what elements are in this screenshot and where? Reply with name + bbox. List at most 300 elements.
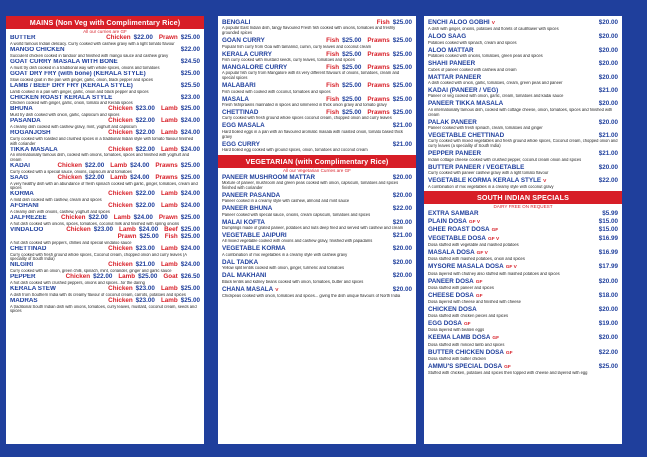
price: $22.00 [598, 176, 618, 184]
price: $25.00 [180, 284, 200, 292]
price: $16.99 [598, 234, 618, 242]
price: $21.00 [598, 131, 618, 139]
dish-description: Indian cottage cheese cooked with crushed pepper, coconut cream onion and spices [428, 157, 582, 162]
dish-name: PANEER PASANDA [222, 191, 281, 199]
dish-name: CHETTINAD [10, 245, 47, 252]
dish-description: Chicken cooked with ginger, garlic, onion, tomato and Kerala spices [10, 101, 133, 106]
dish-description: Dosa stuffed with vegetable and mashed potatoes [428, 242, 519, 247]
dish-name: CHICKEN DOSA [428, 306, 477, 314]
dish-description: A combination of mix vegetables in a creamy style with coconut gravy [428, 185, 554, 190]
menu-item-row [222, 219, 412, 226]
menu-item [222, 259, 412, 271]
dish-name: CHANA MASALA [222, 285, 274, 293]
menu-item-row [10, 191, 200, 198]
menu-item [428, 132, 618, 149]
menu-item [428, 226, 618, 234]
price: $24.00 [180, 129, 200, 137]
dish-description: Curry cooked with fresh ground whole spices coconut cream, chopped onion and curry leaves [222, 116, 392, 121]
price: $15.00 [598, 226, 618, 234]
menu-item [428, 87, 618, 99]
price: $21.00 [135, 260, 155, 268]
dish-description: Must try dish cooked with onion, garlic, capsicum and spices [10, 113, 120, 118]
menu-item-row [222, 192, 412, 199]
menu-item [10, 130, 200, 146]
diet-tag: V [543, 178, 547, 184]
menu-item-row [428, 33, 618, 40]
menu-item-row [10, 175, 200, 182]
menu-item [10, 47, 200, 58]
price-variant: Lamb [160, 129, 178, 137]
menu-item-row [428, 47, 618, 54]
price: $25.00 [180, 225, 200, 233]
menu-item [10, 262, 200, 273]
price-variant: Chicken [66, 225, 91, 233]
price-variant: Fish [376, 19, 390, 26]
price: $25.00 [392, 37, 412, 45]
diet-tag: V [275, 287, 279, 293]
price-variant: Prawns [367, 82, 390, 90]
dish-name: MANGALORE CURRY [222, 63, 288, 71]
price: $25.00 [180, 34, 200, 41]
menu-item [10, 215, 200, 226]
price-variant: Chicken [61, 213, 86, 221]
price: $20.00 [598, 306, 618, 314]
price: $23.00 [180, 93, 200, 101]
menu-item-row [428, 363, 618, 371]
price: $24.00 [180, 145, 200, 153]
price-variant: Lamb [160, 117, 178, 125]
menu-item-row [222, 259, 412, 266]
dish-name: VEGETABLE KORMA [222, 245, 286, 253]
dish-description: Slow cooked goat in the pan with ginger, garlic, onion, black pepper and spices [10, 77, 153, 82]
dish-description: An internationally famous dish, cooked with cottage cheese, onion, tomatoes, spices and finished with cream [428, 107, 613, 117]
dish-name: KERALA STEW [10, 285, 56, 292]
price: $25.50 [180, 81, 200, 89]
dish-name: PLAIN DOSA [428, 217, 467, 225]
diet-tag: GF V [505, 265, 517, 271]
menu-item [222, 272, 412, 284]
price: $25.00 [392, 82, 412, 90]
dish-name: MYSORE MASALA DOSA [428, 263, 504, 271]
menu-item [428, 263, 618, 276]
price: $16.99 [598, 248, 618, 256]
price-variant: Lamb [160, 190, 178, 198]
dish-description: A dish from Southern India with its creamy flavour of coconut cream, carrots, potatoes and spices [10, 292, 186, 297]
dish-name: PANEER TIKKA MASALA [428, 100, 504, 108]
price: $24.00 [180, 117, 200, 125]
dish-name: MALABARI [222, 82, 256, 90]
menu-list [10, 35, 200, 313]
section-title: MAINS (Non Veg with Complimentary Rice) [6, 16, 204, 29]
section-subtitle: All our curries are GF [83, 29, 127, 34]
diet-tag: GF V [487, 236, 500, 242]
price-variant: Chicken [106, 34, 131, 41]
dish-name: CHETTINAD [222, 108, 259, 116]
price: $25.00 [139, 232, 159, 240]
price-variant: Chicken [57, 173, 82, 181]
menu-item [222, 219, 412, 231]
dish-name: SAAG [10, 174, 29, 181]
dish-description: Popular fish curry from Goa with tamarind, cumin, curry leaves and coconut cream [222, 44, 372, 49]
menu-item-row [10, 246, 200, 253]
price: $24.00 [180, 244, 200, 252]
menu-list [222, 174, 412, 299]
dish-description: All mixed vegetable cooked with onions and cashew gravy, finished with papadams [222, 239, 373, 244]
dish-name: AMMU'S SPECIAL DOSA [428, 363, 503, 371]
price: $25.00 [598, 363, 618, 371]
menu-item-row [428, 263, 618, 271]
price: $20.00 [392, 258, 412, 266]
dish-name: PEPPER [10, 273, 36, 280]
dish-description: A traditional South Indian dish with onions, tomatoes, curry leaves, mustard, coconut cream, seeds and spices [10, 304, 197, 313]
diet-tag: GF [505, 350, 513, 356]
price: $15.00 [598, 217, 618, 225]
dish-description: Potatoes cooked with onions, tomatoes, green peas and spices [428, 54, 543, 59]
price: $19.00 [598, 319, 618, 327]
menu-item [428, 60, 618, 72]
price-variant: Prawns [367, 63, 390, 71]
price: $24.00 [180, 260, 200, 268]
section-title: VEGETARIAN (with Complimentary Rice) [218, 155, 416, 168]
price-variant: Beef [164, 225, 178, 233]
price: $20.00 [392, 191, 412, 199]
dish-description: Curry cooked with a special sauce, onions, capsicum and tomatoes [10, 169, 132, 174]
menu-item [428, 320, 618, 333]
menu-item [10, 191, 200, 202]
menu-item-row [428, 235, 618, 243]
price: $20.00 [598, 118, 618, 126]
menu-item-row [10, 59, 200, 66]
menu-item-row [428, 210, 618, 217]
price: $20.00 [392, 218, 412, 226]
price: $25.00 [342, 63, 362, 71]
dish-description: Hard boiled eggs in a pan with an flavoured aromatic masala with roasted onion, tomato based thick gravy [222, 129, 403, 139]
price-variant: Chicken [108, 260, 133, 268]
menu-item [428, 218, 618, 226]
dish-name: PANEER BHUNA [222, 205, 273, 213]
price: $24.00 [180, 190, 200, 198]
price-variant: Fish [326, 82, 340, 90]
menu-item-row [222, 272, 412, 279]
price: $24.00 [180, 202, 200, 209]
price: $20.00 [392, 272, 412, 280]
dish-name: VEGETABLE DOSA [428, 234, 486, 242]
dish-description: Paneer cooked with special sauce, onions, cream capsicum, tomatoes and spices [222, 212, 371, 217]
menu-item-row [428, 320, 618, 328]
price: $20.00 [598, 277, 618, 285]
price: $23.00 [135, 105, 155, 113]
price-variant: Lamb [160, 296, 178, 304]
dish-description: A hot dish cooked with peppers, chillies and special vindaloo sauce [10, 240, 132, 245]
price-variant: Fish [164, 232, 178, 240]
price: $25.00 [180, 232, 200, 240]
dish-name: SHAHI PANEER [428, 60, 476, 68]
menu-item-row [222, 286, 412, 294]
dish-description: Lamb cooked in a pan with ginger, garlic, onion and black pepper and spices [10, 89, 149, 94]
diet-tag: GF [475, 279, 483, 285]
menu-item-row [222, 37, 412, 44]
price-variant: Chicken [108, 129, 133, 137]
menu-item-row [10, 130, 200, 137]
price: $25.00 [180, 69, 200, 77]
menu-item [428, 177, 618, 190]
menu-item-row [428, 164, 618, 171]
menu-item [10, 71, 200, 82]
menu-item [10, 95, 200, 106]
section-subtitle: DAIRY FREE ON REQUEST [493, 204, 553, 210]
dish-description: Chickpeas cooked with onion, tomatoes and spices... giving the dish unique flavours of North India [222, 294, 401, 299]
menu-item [222, 141, 412, 153]
menu-item [428, 349, 618, 362]
menu-item [222, 122, 412, 139]
menu-item [10, 246, 200, 262]
price-variant: Lamb [110, 161, 128, 169]
menu-item-row [222, 64, 412, 71]
dish-name: BUTTER [10, 35, 36, 41]
menu-item-row [10, 286, 200, 293]
dish-description: Dumplings made of grated paneer, potatoes and nuts deep fried and served with cashew and cream [222, 226, 404, 231]
dish-name: BENGALI [222, 19, 251, 26]
menu-item-row [10, 203, 200, 210]
price: $25.00 [392, 95, 412, 103]
menu-item-row [428, 74, 618, 81]
diet-tag: V [491, 21, 495, 26]
menu-item [10, 286, 200, 297]
menu-item-row [222, 122, 412, 129]
dish-name: PANEER MUSHROOM MATTAR [222, 173, 316, 181]
price: $22.00 [135, 190, 155, 198]
menu-item-row [10, 163, 200, 170]
price: $20.00 [598, 73, 618, 81]
dish-name: BUTTER CHICKEN DOSA [428, 348, 504, 356]
price: $24.00 [130, 173, 150, 181]
menu-item-row [222, 51, 412, 58]
dish-description: Fish curry cooked with mustard seeds, curry leaves, tomatoes and spices [222, 57, 355, 62]
menu-item [428, 19, 618, 32]
dish-name: ALOO MATTAR [428, 46, 474, 54]
price: $21.00 [392, 232, 412, 240]
price-variant: Lamb [160, 244, 178, 252]
menu-item [10, 234, 200, 245]
menu-item [222, 37, 412, 49]
menu-list [428, 19, 618, 190]
menu-item-row [10, 274, 200, 281]
dish-description: A very healthy dish with an abundance of fresh spinach cooked with garlic, ginger, tomatoes, cream and spices [10, 181, 198, 191]
price-variant: Prawns [367, 95, 390, 103]
price: $25.00 [180, 161, 200, 169]
menu-item [10, 147, 200, 163]
price: $20.00 [598, 334, 618, 342]
dish-name: EGG DOSA [428, 319, 462, 327]
menu-item-row [10, 118, 200, 125]
dish-name: CHICKEN ROAST KERALA STYLE [10, 94, 113, 101]
menu-item [222, 286, 412, 299]
price: $23.00 [135, 244, 155, 252]
price-variant: Prawns [155, 173, 178, 181]
price-variant: Chicken [108, 145, 133, 153]
dish-name: MATTAR PANEER [428, 73, 482, 81]
price-variant: Prawns [367, 108, 390, 116]
price-variant: Lamb [160, 202, 178, 209]
dish-name: DAL MAKHANI [222, 272, 267, 280]
dish-name: PEPPER PANEER [428, 150, 482, 158]
price: $18.00 [598, 292, 618, 300]
dish-name: VEGETABLE CHETTINAD [428, 131, 505, 139]
dish-description: Potatoes cooked with spinach, cream and spices [428, 40, 517, 45]
menu-item [222, 192, 412, 204]
price: $26.50 [180, 272, 200, 280]
menu-item-row [222, 109, 412, 116]
dish-name: EXTRA SAMBAR [428, 210, 479, 218]
price-variant: Chicken [65, 272, 91, 280]
price-variant: Prawns [367, 50, 390, 58]
dish-name: KADAI [10, 162, 30, 169]
menu-item [10, 298, 200, 314]
dish-description: Stuffed with chicken, potatoes and spices then topped with cheese and layered with egg [428, 371, 588, 376]
menu-item-row [428, 87, 618, 94]
menu-item [222, 109, 412, 121]
price: $25.00 [392, 19, 412, 26]
dish-name: EGG CURRY [222, 140, 260, 148]
dish-name: KADAI (PANEER / VEG) [428, 86, 499, 94]
menu-item-row [10, 234, 200, 241]
menu-item-row [222, 141, 412, 148]
price-variant: Fish [326, 95, 340, 103]
dish-name: KERALA CURRY [222, 50, 272, 58]
dish-name: BUTTER PANEER / VEGETABLE [428, 163, 525, 171]
menu-item-row [428, 334, 618, 342]
menu-item [428, 119, 618, 131]
menu-list [222, 19, 412, 153]
price: $24.50 [180, 57, 200, 65]
price: $25.00 [180, 296, 200, 304]
menu-item-row [10, 298, 200, 305]
menu-item [222, 96, 412, 108]
dish-description: Mixture of paneer, mushroom and green peas cooked with onion, capsicum, tomatoes and spices finished with coriander [222, 181, 399, 190]
price: $22.00 [135, 117, 155, 125]
dish-name: GHEE ROAST DOSA [428, 226, 490, 234]
menu-item [10, 118, 200, 129]
menu-item-row [428, 119, 618, 126]
menu-item [428, 249, 618, 262]
dish-description: A hot dish cooked with onions, spices, tomatoes, coconut milk and finished with spring onions [10, 221, 180, 226]
dish-description: Dosa stuffed with mashed potatoes, onion and spices [428, 257, 525, 262]
mains-non-veg-panel [6, 16, 204, 444]
menu-item [428, 292, 618, 305]
dish-description: Paneer cooked in a creamy style with cashew, almond and mint sauce [222, 199, 350, 204]
price: $23.00 [135, 296, 155, 304]
price-variant: Lamb [160, 145, 178, 153]
price: $21.00 [598, 150, 618, 158]
menu-item-row [428, 292, 618, 300]
menu-item [10, 163, 200, 174]
menu-item-row [10, 95, 200, 102]
dish-description: Black lentils and kidney beans cooked with onion, tomatoes, butter and spices [222, 279, 364, 284]
menu-item-row [428, 60, 618, 67]
price: $25.00 [392, 63, 412, 71]
menu-item [10, 35, 200, 46]
dish-description: Paneer or veg cooked with onion, garlic, cream, tomatoes and kadai sauce [428, 94, 564, 99]
dish-description: Curry cooked with fresh ground whole spices, Coconut cream, chopped onion and curry leaves (A speciality of South India) [10, 252, 187, 261]
price: $22.00 [85, 173, 105, 181]
menu-item [428, 150, 618, 162]
menu-item [10, 175, 200, 191]
price: $22.00 [93, 272, 113, 280]
menu-item-row [222, 232, 412, 239]
dish-name: TIKKA MASALA [10, 146, 58, 153]
price-variant: Lamb [160, 105, 178, 113]
menu-item [222, 64, 412, 81]
dish-description: Curry cooked with an onion, green chilli, spinach, mint, coriander, ginger and garlic sauce [10, 268, 172, 273]
menu-item-row [428, 177, 618, 185]
price-variant: Prawns [367, 37, 390, 45]
dish-description: Dosa layered with cheese and finished with cheese [428, 300, 521, 305]
menu-item-row [222, 174, 412, 181]
menu-item [428, 278, 618, 291]
dish-description: Dosa layered with chutney also stuffed with mashed potatoes and spices [428, 271, 560, 276]
price: $20.00 [392, 285, 412, 293]
price: $22.00 [133, 34, 153, 41]
diet-tag: GF [463, 321, 471, 327]
menu-item [428, 334, 618, 347]
dish-name: MALAI KOFTA [222, 218, 265, 226]
menu-item [222, 19, 412, 36]
dish-name: NILGIRI [10, 261, 34, 268]
menu-item-row [10, 35, 200, 42]
dish-description: Succulent chicken cooked in tandoor and finished with mango sauce and cashew gravy [10, 53, 169, 58]
menu-item-row [10, 215, 200, 222]
dish-name: DAL TADKA [222, 258, 259, 266]
diet-tag: GF [475, 294, 483, 300]
dish-name: KORMA [10, 191, 34, 198]
dish-name: ENCHI ALOO GOBHI [428, 19, 490, 26]
menu-item-row [222, 245, 412, 252]
menu-item [428, 306, 618, 318]
section-title: SOUTH INDIAN SPECIALS [424, 191, 622, 204]
menu-item [428, 47, 618, 59]
menu-list [428, 210, 618, 376]
price-variant: Chicken [108, 296, 133, 304]
menu-item-row [10, 47, 200, 54]
dish-description: A creamy dish with onions, cashew, yoghurt and spices [10, 209, 110, 214]
price: $24.00 [133, 213, 153, 221]
price-variant: Prawn [117, 232, 137, 240]
price: $25.00 [342, 50, 362, 58]
menu-item-row [10, 106, 200, 113]
menu-item [428, 210, 618, 217]
dish-name: GOAT CURRY MASALA WITH BONE [10, 58, 118, 65]
price-variant: Fish [326, 108, 340, 116]
price: $20.00 [392, 173, 412, 181]
dish-name: VINDALOO [10, 226, 44, 233]
price-variant: Fish [326, 63, 340, 71]
menu-item-row [222, 205, 412, 212]
dish-description: Curry cooked with roasted and crushed spices in a traditional Indian style with tomato flavour finished with coriander [10, 137, 194, 146]
diet-tag: GF [491, 228, 499, 234]
dish-name: MANGO CHICKEN [10, 46, 65, 53]
dish-name: MASALA [222, 95, 249, 103]
price: $21.00 [598, 86, 618, 94]
menu-item-row [10, 262, 200, 269]
price: $25.00 [180, 173, 200, 181]
menu-item [222, 82, 412, 94]
dish-name: ALOO SAAG [428, 33, 467, 41]
price: $24.00 [138, 225, 159, 233]
dish-description: Fresh fish/prawns marinated in spices and simmered in thick onion gravy and tomato gravy [222, 102, 387, 107]
diet-tag: GF [492, 336, 500, 342]
menu-item-row [222, 19, 412, 26]
menu-item-row [428, 218, 618, 226]
